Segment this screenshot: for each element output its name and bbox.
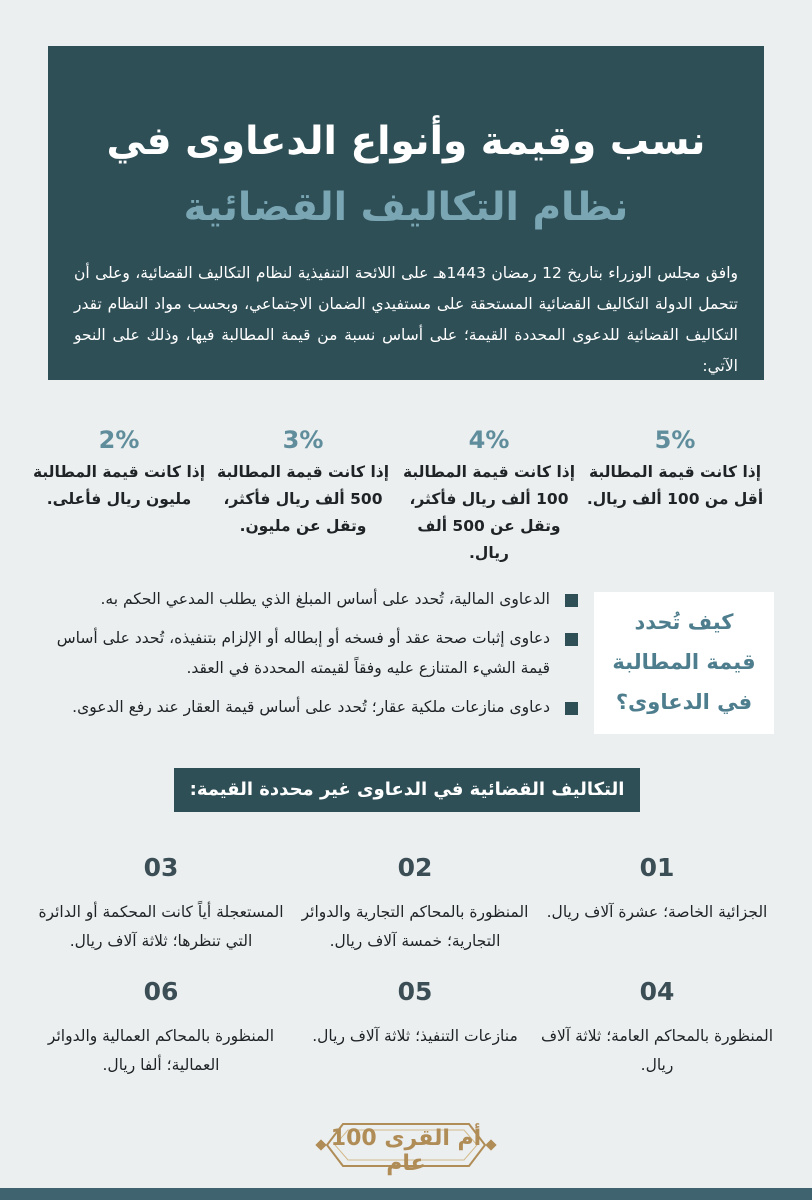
logo-text: أم القرى 100 عام — [330, 1126, 482, 1176]
fee-number: 05 — [397, 977, 433, 1006]
undetermined-section-title: التكاليف القضائية في الدعاوى غير محددة القيمة: — [174, 768, 640, 812]
fee-number: 03 — [143, 853, 179, 882]
fee-number: 04 — [639, 977, 675, 1006]
fee-text: منازعات التنفيذ؛ ثلاثة آلاف ريال. — [312, 1027, 518, 1045]
list-item — [40, 692, 580, 722]
square-bullet-icon — [565, 702, 578, 715]
fee-text: المنظورة بالمحاكم العامة؛ ثلاثة آلاف ريال. — [540, 1027, 773, 1074]
fee-number: 01 — [639, 853, 675, 882]
percentage-text: إذا كانت قيمة المطالبة 500 ألف ريال فأكثر، وتقل عن مليون. — [216, 463, 390, 535]
fee-item — [290, 852, 540, 956]
list-item — [40, 584, 580, 614]
list-item — [40, 623, 580, 683]
page-title-line-1: نسب وقيمة وأنواع الدعاوى في — [106, 119, 706, 164]
percentage-item — [213, 425, 393, 540]
fee-number: 06 — [143, 977, 179, 1006]
how-title-line-1: كيف تُحدد — [634, 610, 734, 634]
fee-text: الجزائية الخاصة؛ عشرة آلاف ريال. — [546, 903, 768, 921]
percentage-value: 5% — [654, 426, 696, 454]
percentage-text: إذا كانت قيمة المطالبة مليون ريال فأعلى. — [32, 463, 206, 508]
fee-text: المستعجلة أياً كانت المحكمة أو الدائرة التي تنظرها؛ ثلاثة آلاف ريال. — [38, 903, 284, 950]
header-panel — [48, 46, 764, 380]
fee-item — [36, 852, 286, 956]
list-item-text: الدعاوى المالية، تُحدد على أساس المبلغ الذي يطلب المدعي الحكم به. — [100, 590, 550, 608]
how-title-line-3: في الدعاوى؟ — [615, 690, 753, 714]
percentage-row — [32, 425, 775, 562]
square-bullet-icon — [565, 633, 578, 646]
umm-al-qura-logo — [313, 1114, 499, 1176]
bottom-bar — [0, 1188, 812, 1200]
fee-item — [532, 976, 782, 1080]
square-bullet-icon — [565, 594, 578, 607]
intro-paragraph: وافق مجلس الوزراء بتاريخ 12 رمضان 1443هـ على اللائحة التنفيذية لنظام التكاليف القضائية، وعلى أن تتحمل الدولة التكاليف القضائية المستحقة على مستفيدي الضمان الاجتماعي، وبحسب مواد النظام تقدر التكاليف القضائية للدعوى المحددة القيمة؛ على أساس نسبة من قيمة المطالبة فيها، وذلك على النحو الآتي: — [74, 264, 738, 375]
fee-number: 02 — [397, 853, 433, 882]
percentage-value: 2% — [98, 426, 140, 454]
page-title-line-2: نظام التكاليف القضائية — [183, 185, 629, 230]
percentage-value: 4% — [468, 426, 510, 454]
percentage-value: 3% — [282, 426, 324, 454]
list-item-text: دعاوى إثبات صحة عقد أو فسخه أو إبطاله أو الإلزام بتنفيذه، تُحدد على أساس قيمة الشيء المتنازع عليه وفقاً لقيمته المحددة في العقد. — [56, 629, 550, 677]
how-to-determine-box — [594, 592, 774, 734]
fee-item — [36, 976, 286, 1080]
fee-item — [532, 852, 782, 927]
percentage-text: إذا كانت قيمة المطالبة أقل من 100 ألف ريال. — [586, 463, 764, 508]
how-to-determine-list — [40, 584, 580, 731]
fee-text: المنظورة بالمحاكم العمالية والدوائر العمالية؛ ألفا ريال. — [47, 1027, 275, 1074]
percentage-item — [29, 425, 209, 513]
list-item-text: دعاوى منازعات ملكية عقار؛ تُحدد على أساس قيمة العقار عند رفع الدعوى. — [72, 698, 550, 716]
percentage-text: إذا كانت قيمة المطالبة 100 ألف ريال فأكثر، وتقل عن 500 ألف ريال. — [402, 463, 576, 562]
how-title-line-2: قيمة المطالبة — [612, 650, 756, 674]
fee-item — [290, 976, 540, 1051]
percentage-item — [399, 425, 579, 567]
fee-text: المنظورة بالمحاكم التجارية والدوائر التجارية؛ خمسة آلاف ريال. — [301, 903, 529, 950]
percentage-item — [585, 425, 765, 513]
